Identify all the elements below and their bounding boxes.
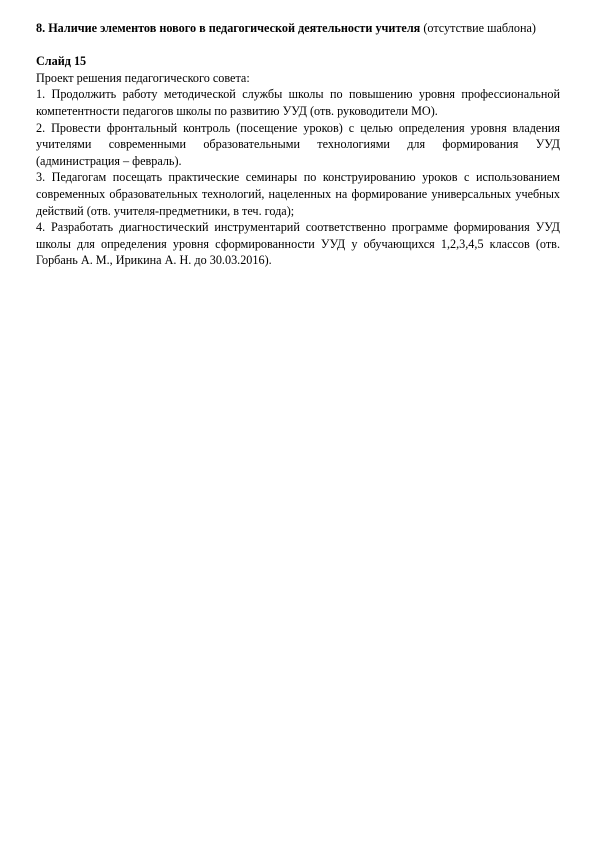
blank-line xyxy=(36,37,560,54)
section-heading-bold: 8. Наличие элементов нового в педагогической деятельности учителя xyxy=(36,21,421,35)
decision-item-4: 4. Разработать диагностический инструментарий соответственно программе формирования УУД школы для определения уровня сформированности УУД у обучающихся 1,2,3,4,5 классов (отв. Горбань А. М., Ирикина А. Н. до 30.03.2016). xyxy=(36,220,560,268)
decision-item-3: 3. Педагогам посещать практические семинары по конструированию уроков с использованием современных образовательных технологий, нацеленных на формирование универсальных учебных действий (отв. учителя-предметники, в теч. года); xyxy=(36,170,560,218)
decision-item-2: 2. Провести фронтальный контроль (посещение уроков) с целью определения уровня владения учителями современными образовательными технологиями для формирования УУД (администрация – февраль). xyxy=(36,120,560,168)
document-content xyxy=(36,20,560,269)
decision-heading: Проект решения педагогического совета: xyxy=(36,70,250,85)
decision-item-1: 1. Продолжить работу методической службы школы по повышению уровня профессиональной компетентности педагогов школы по развитию УУД (отв. руководители МО). xyxy=(36,87,560,118)
slide-title: Слайд 15 xyxy=(36,54,87,69)
section-heading xyxy=(36,20,560,37)
section-heading-rest: (отсутствие шаблона) xyxy=(420,21,536,35)
